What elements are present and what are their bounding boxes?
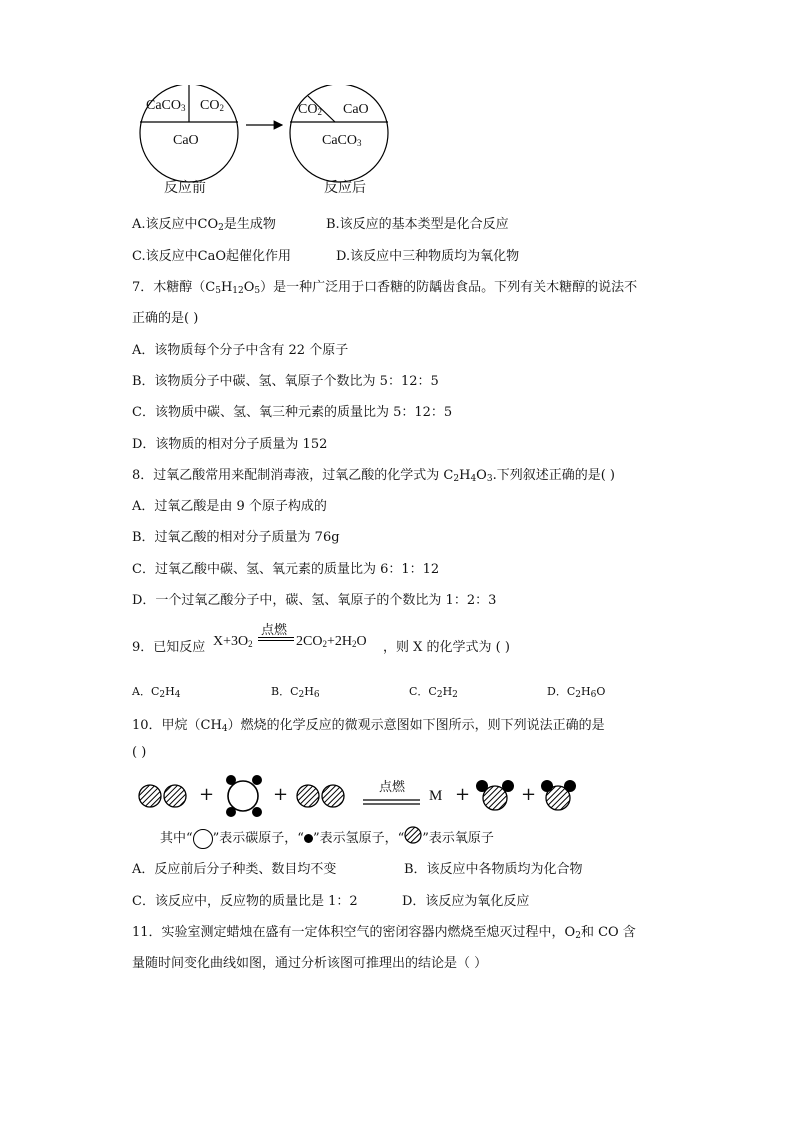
- q9-option-b[interactable]: B．$C_2H_6$: [271, 685, 320, 700]
- water-molecule-2: [541, 780, 576, 810]
- q10-option-d[interactable]: D．该反应为氧化反应: [402, 894, 530, 909]
- q10-stem: 10．甲烷$(CH_4)$燃烧的化学反应的微观示意图如下图所示，则下列说法正确的是: [132, 718, 605, 734]
- after-cao-label: CaO: [343, 102, 369, 117]
- plus-sign-4: +: [521, 784, 537, 805]
- q9-stem-pre: 9．已知反应: [132, 640, 206, 655]
- q9-option-c[interactable]: C．$C_2H_2$: [409, 685, 458, 700]
- q8-option-d[interactable]: D．一个过氧乙酸分子中，碳、氢、氧原子的个数比为 1：2：3: [132, 593, 497, 608]
- plus-sign-1: +: [199, 784, 215, 805]
- q9-equation-lhs: $X+3O_2$: [213, 634, 253, 649]
- q7-option-d[interactable]: D．该物质的相对分子质量为 152: [132, 437, 328, 452]
- q8-option-a[interactable]: A．过氧乙酸是由 9 个原子构成的: [132, 499, 327, 514]
- q7-option-c[interactable]: C．该物质中碳、氢、氧三种元素的质量比为 5：12：5: [132, 405, 453, 420]
- q6-option-d[interactable]: D.该反应中三种物质均为氧化物: [336, 249, 520, 264]
- q9-equation-rhs: $2CO_2+2H_2O$: [296, 634, 367, 649]
- before-co2-label: $CO_2$: [200, 98, 224, 113]
- q10-stem-line2: ( ): [132, 745, 147, 760]
- q8-stem: 8．过氧乙酸常用来配制消毒液，过氧乙酸的化学式为 $C_2H_4O_3$.下列叙述正确的是( ): [132, 468, 615, 484]
- q9-equation-bar-bottom: [258, 640, 294, 641]
- before-caco3-label: CaCO$_3$: [146, 98, 186, 113]
- water-molecule-1: [476, 780, 514, 810]
- q6-option-c[interactable]: C.该反应中CaO起催化作用: [132, 249, 291, 264]
- after-co2-label: $CO_2$: [298, 102, 322, 117]
- oxygen-molecule-1: [139, 785, 186, 807]
- q7-option-b[interactable]: B．该物质分子中碳、氢、氧原子个数比为 5：12：5: [132, 374, 439, 389]
- carbon-atom-icon: [193, 829, 213, 849]
- q6-option-b[interactable]: B.该反应的基本类型是化合反应: [326, 217, 509, 232]
- q10-legend: 其中“ ”表示碳原子，“ ”表示氢原子，“ ”表示氧原子: [160, 826, 494, 846]
- q11-stem-line2: 量随时间变化曲线如图，通过分析该图可推理出的结论是（ ）: [132, 956, 488, 971]
- before-cao-label: CaO: [173, 133, 199, 148]
- oxygen-molecule-2: [297, 785, 344, 807]
- q9-equation-condition: 点燃: [261, 623, 288, 638]
- q11-stem-line1: 11．实验室测定蜡烛在盛有一定体积空气的密闭容器内燃烧至熄灭过程中，$O_2$和 CO 含: [132, 925, 636, 941]
- after-caption: 反应后: [324, 180, 366, 196]
- hydrogen-atom-icon: [304, 834, 313, 843]
- q7-stem-line1: 7．木糖醇$(C_5H_{12}O_5)$是一种广泛用于口香糖的防龋齿食品。下列有关木糖醇的说法不: [132, 280, 638, 296]
- plus-sign-2: +: [273, 784, 289, 805]
- product-m: M: [429, 788, 443, 804]
- q7-stem-line2: 正确的是( ): [132, 311, 199, 326]
- q10-option-a[interactable]: A．反应前后分子种类、数目均不变: [132, 862, 337, 877]
- after-caco3-label: CaCO$_3$: [322, 133, 362, 148]
- methane-molecule: [226, 775, 262, 817]
- oxygen-atom-icon: [404, 826, 422, 851]
- before-caption: 反应前: [164, 180, 206, 196]
- q10-option-b[interactable]: B．该反应中各物质均为化合物: [404, 862, 583, 877]
- q9-option-a[interactable]: A．$C_2H_4$: [132, 685, 181, 700]
- q10-option-c[interactable]: C．该反应中，反应物的质量比是 1：2: [132, 894, 358, 909]
- q9-stem-post: ，则 X 的化学式为 ( ): [383, 640, 510, 655]
- q10-condition: 点燃: [379, 780, 406, 795]
- q8-option-c[interactable]: C．过氧乙酸中碳、氢、氧元素的质量比为 6：1：12: [132, 562, 440, 577]
- q7-option-a[interactable]: A．该物质每个分子中含有 22 个原子: [132, 343, 349, 358]
- q8-option-b[interactable]: B．过氧乙酸的相对分子质量为 76g: [132, 530, 340, 545]
- plus-sign-3: +: [455, 784, 471, 805]
- q6-option-a[interactable]: A.该反应中$CO_2$是生成物: [132, 217, 276, 233]
- q9-equation-bar-top: [258, 637, 294, 638]
- q9-option-d[interactable]: D．$C_2H_6O$: [547, 685, 606, 700]
